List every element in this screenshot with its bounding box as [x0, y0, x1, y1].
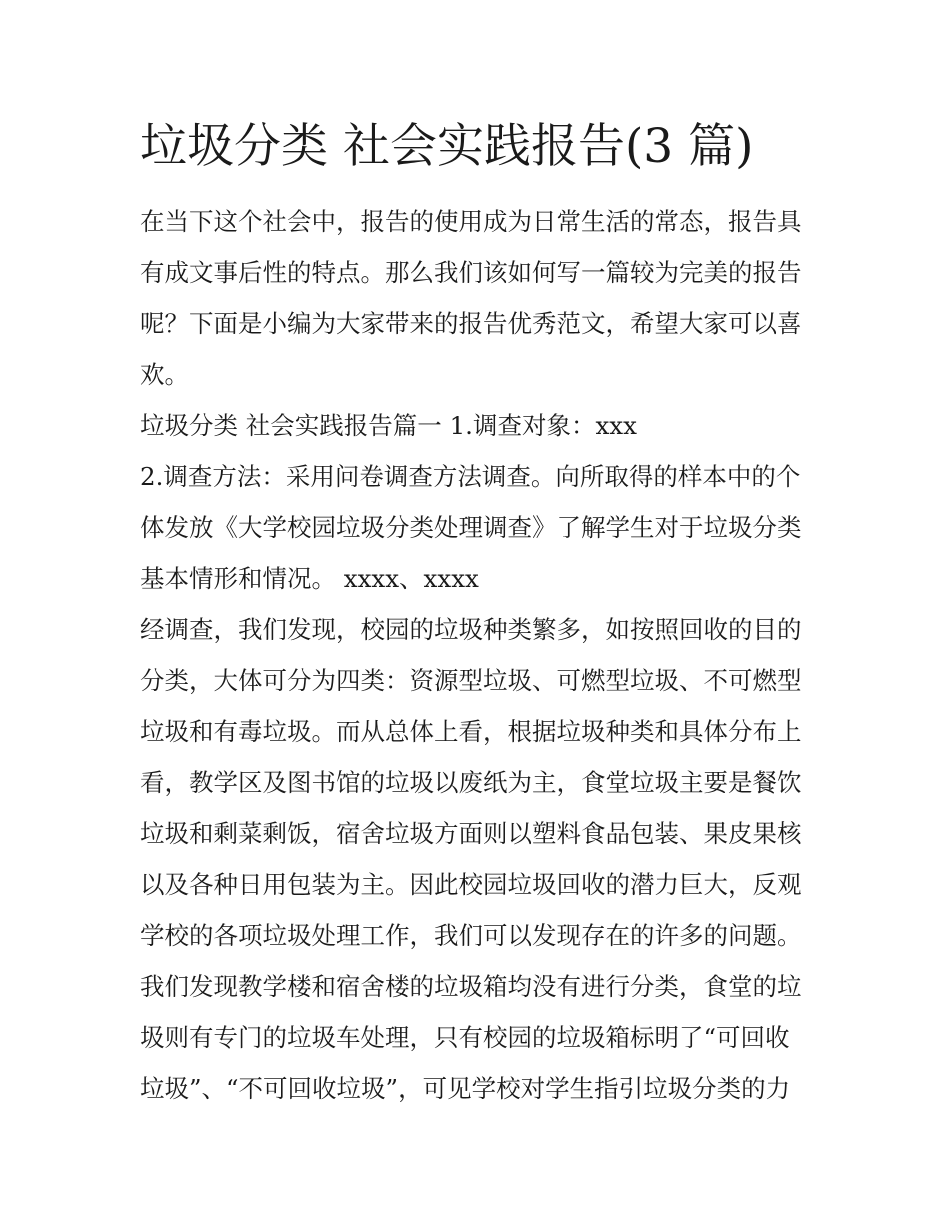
- paragraph-line: 以及各种日用包装为主。因此校园垃圾回收的潜力巨大，反观: [140, 870, 802, 899]
- paragraph-line: 分类，大体可分为四类：资源型垃圾、可燃型垃圾、不可燃型: [140, 666, 802, 695]
- paragraph-line: 体发放《大学校园垃圾分类处理调查》了解学生对于垃圾分类: [140, 513, 802, 542]
- paragraph-line: 我们发现教学楼和宿舍楼的垃圾箱均没有进行分类，食堂的垃: [140, 972, 802, 1001]
- paragraph-line: 垃圾”、“不可回收垃圾”，可见学校对学生指引垃圾分类的力: [140, 1074, 791, 1103]
- paragraph-line: 基本情形和情况。 xxxx、xxxx: [140, 564, 479, 593]
- paragraph-line: 2.调查方法：采用问卷调查方法调查。向所取得的样本中的个: [140, 462, 801, 491]
- paragraph-line: 在当下这个社会中，报告的使用成为日常生活的常态，报告具: [140, 207, 802, 236]
- paragraph-line: 垃圾分类 社会实践报告篇一 1.调查对象：xxx: [140, 411, 637, 440]
- paragraph-line: 垃圾和剩菜剩饭，宿舍垃圾方面则以塑料食品包装、果皮果核: [140, 819, 802, 848]
- paragraph-line: 呢？下面是小编为大家带来的报告优秀范文，希望大家可以喜: [140, 309, 802, 338]
- paragraph-line: 经调查，我们发现，校园的垃圾种类繁多，如按照回收的目的: [140, 615, 802, 644]
- paragraph-line: 欢。: [140, 360, 189, 389]
- paragraph-line: 看，教学区及图书馆的垃圾以废纸为主，食堂垃圾主要是餐饮: [140, 768, 802, 797]
- document-body: [140, 196, 820, 1114]
- document-title: 垃圾分类 社会实践报告(3 篇): [140, 119, 754, 174]
- paragraph-line: 圾则有专门的垃圾车处理，只有校园的垃圾箱标明了“可回收: [140, 1023, 790, 1052]
- paragraph-line: 有成文事后性的特点。那么我们该如何写一篇较为完美的报告: [140, 258, 802, 287]
- paragraph-line: 学校的各项垃圾处理工作，我们可以发现存在的许多的问题。: [140, 921, 802, 950]
- paragraph-line: 垃圾和有毒垃圾。而从总体上看，根据垃圾种类和具体分布上: [140, 717, 802, 746]
